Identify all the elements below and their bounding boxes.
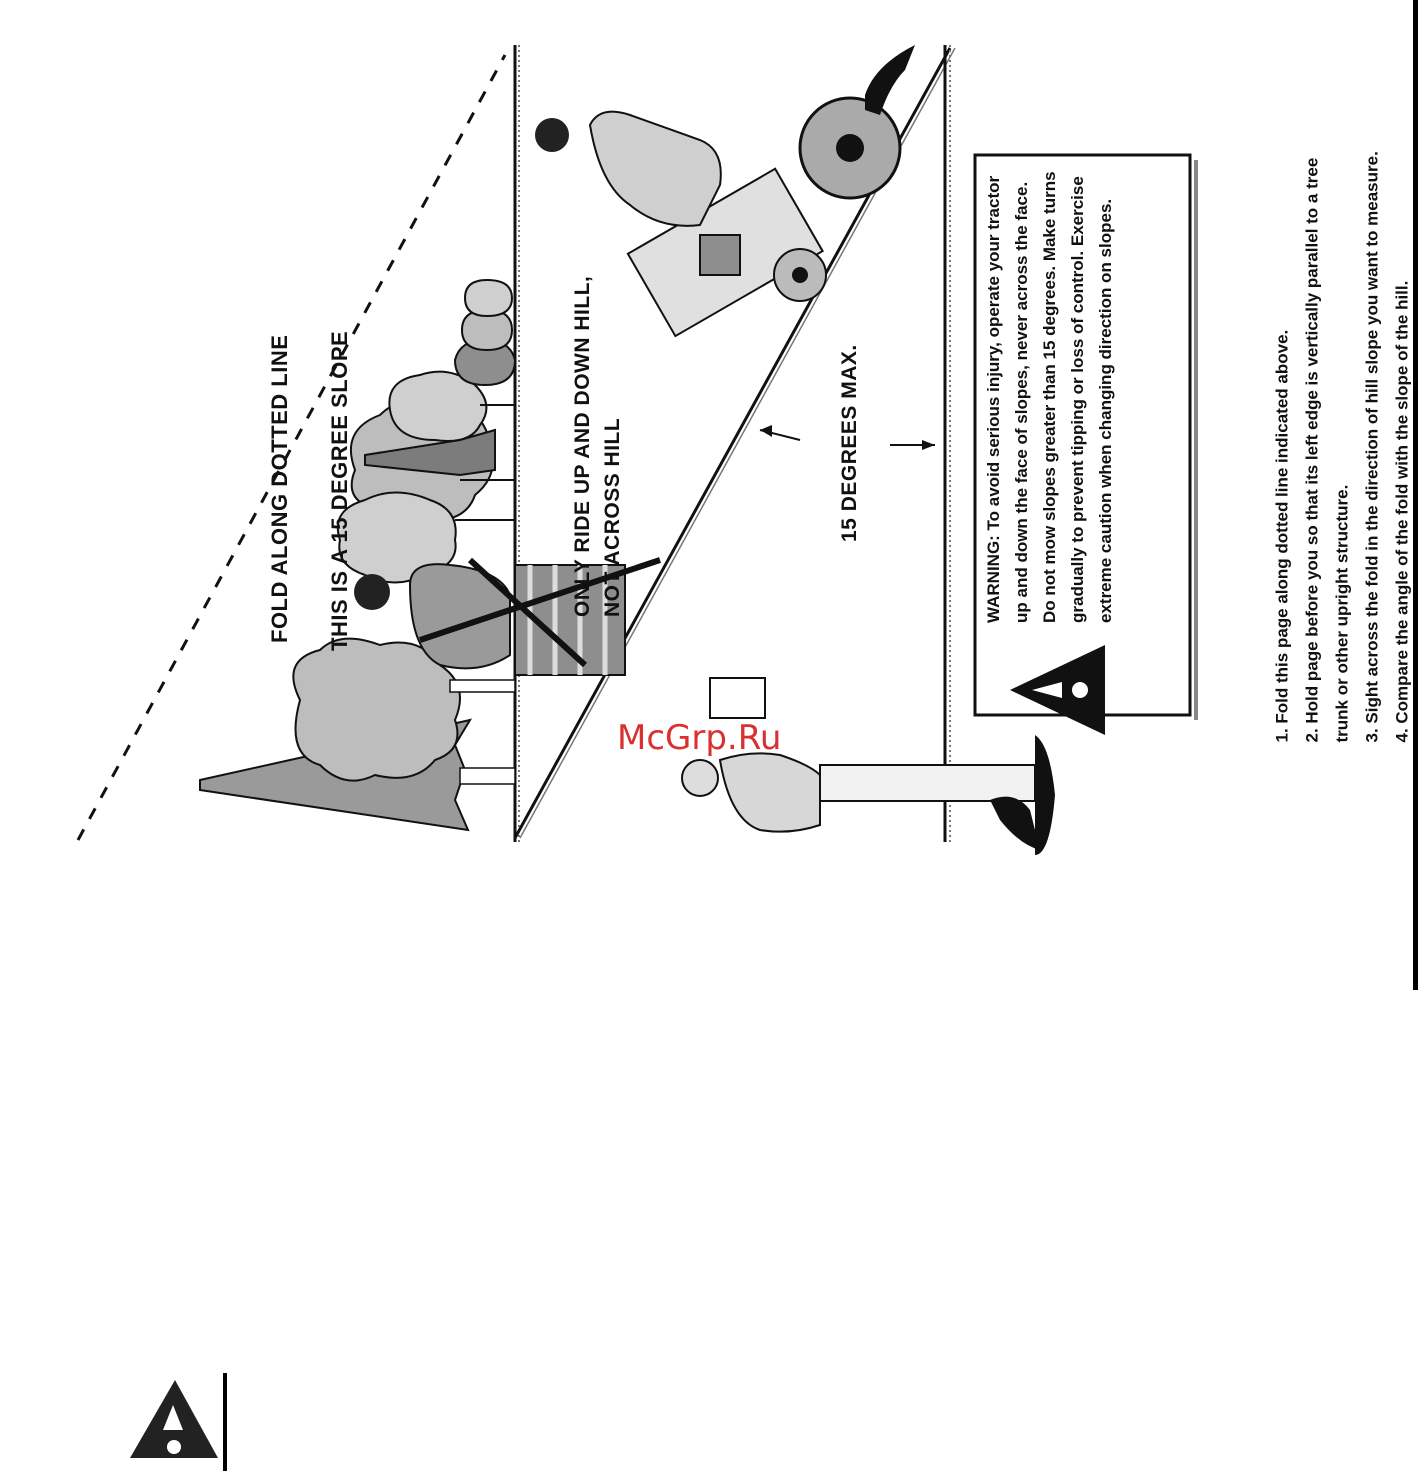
page-edge-rule: [1413, 0, 1418, 990]
ride-instruction-line2: NOT ACROSS HILL: [601, 417, 624, 617]
fold-line-label: FOLD ALONG DOTTED LINE: [267, 334, 292, 643]
ride-instruction-line1: ONLY RIDE UP AND DOWN HILL,: [571, 275, 594, 617]
instruction-step-3: 3. Sight across the fold in the direction of hill slope you want to measure.: [1362, 151, 1382, 743]
watermark: McGrp.Ru: [617, 718, 782, 758]
bottom-rule: [223, 1373, 227, 1471]
instructions-list: [1268, 143, 1412, 743]
trees-group: [200, 280, 515, 830]
warning-text: WARNING: To avoid serious injury, operate your tractor up and down the face of slopes, never across the face. Do not mow slopes greater than 15 degrees. Make turns gradually to prevent tipping or loss of control. Exercise extreme caution when changing direction on slopes.: [984, 171, 1115, 623]
page-warning-icon: [130, 1380, 218, 1458]
instruction-step-4: 4. Compare the angle of the fold with the slope of the hill.: [1392, 280, 1412, 743]
instruction-step-1: 1. Fold this page along dotted line indicated above.: [1272, 329, 1292, 743]
slope-degree-label: THIS IS A 15 DEGREE SLOPE: [327, 330, 352, 651]
max-angle-label: 15 DEGREES MAX.: [838, 344, 861, 542]
instruction-step-2: 2. Hold page before you so that its left edge is vertically parallel to a tree trunk or other upright structure.: [1302, 157, 1352, 743]
